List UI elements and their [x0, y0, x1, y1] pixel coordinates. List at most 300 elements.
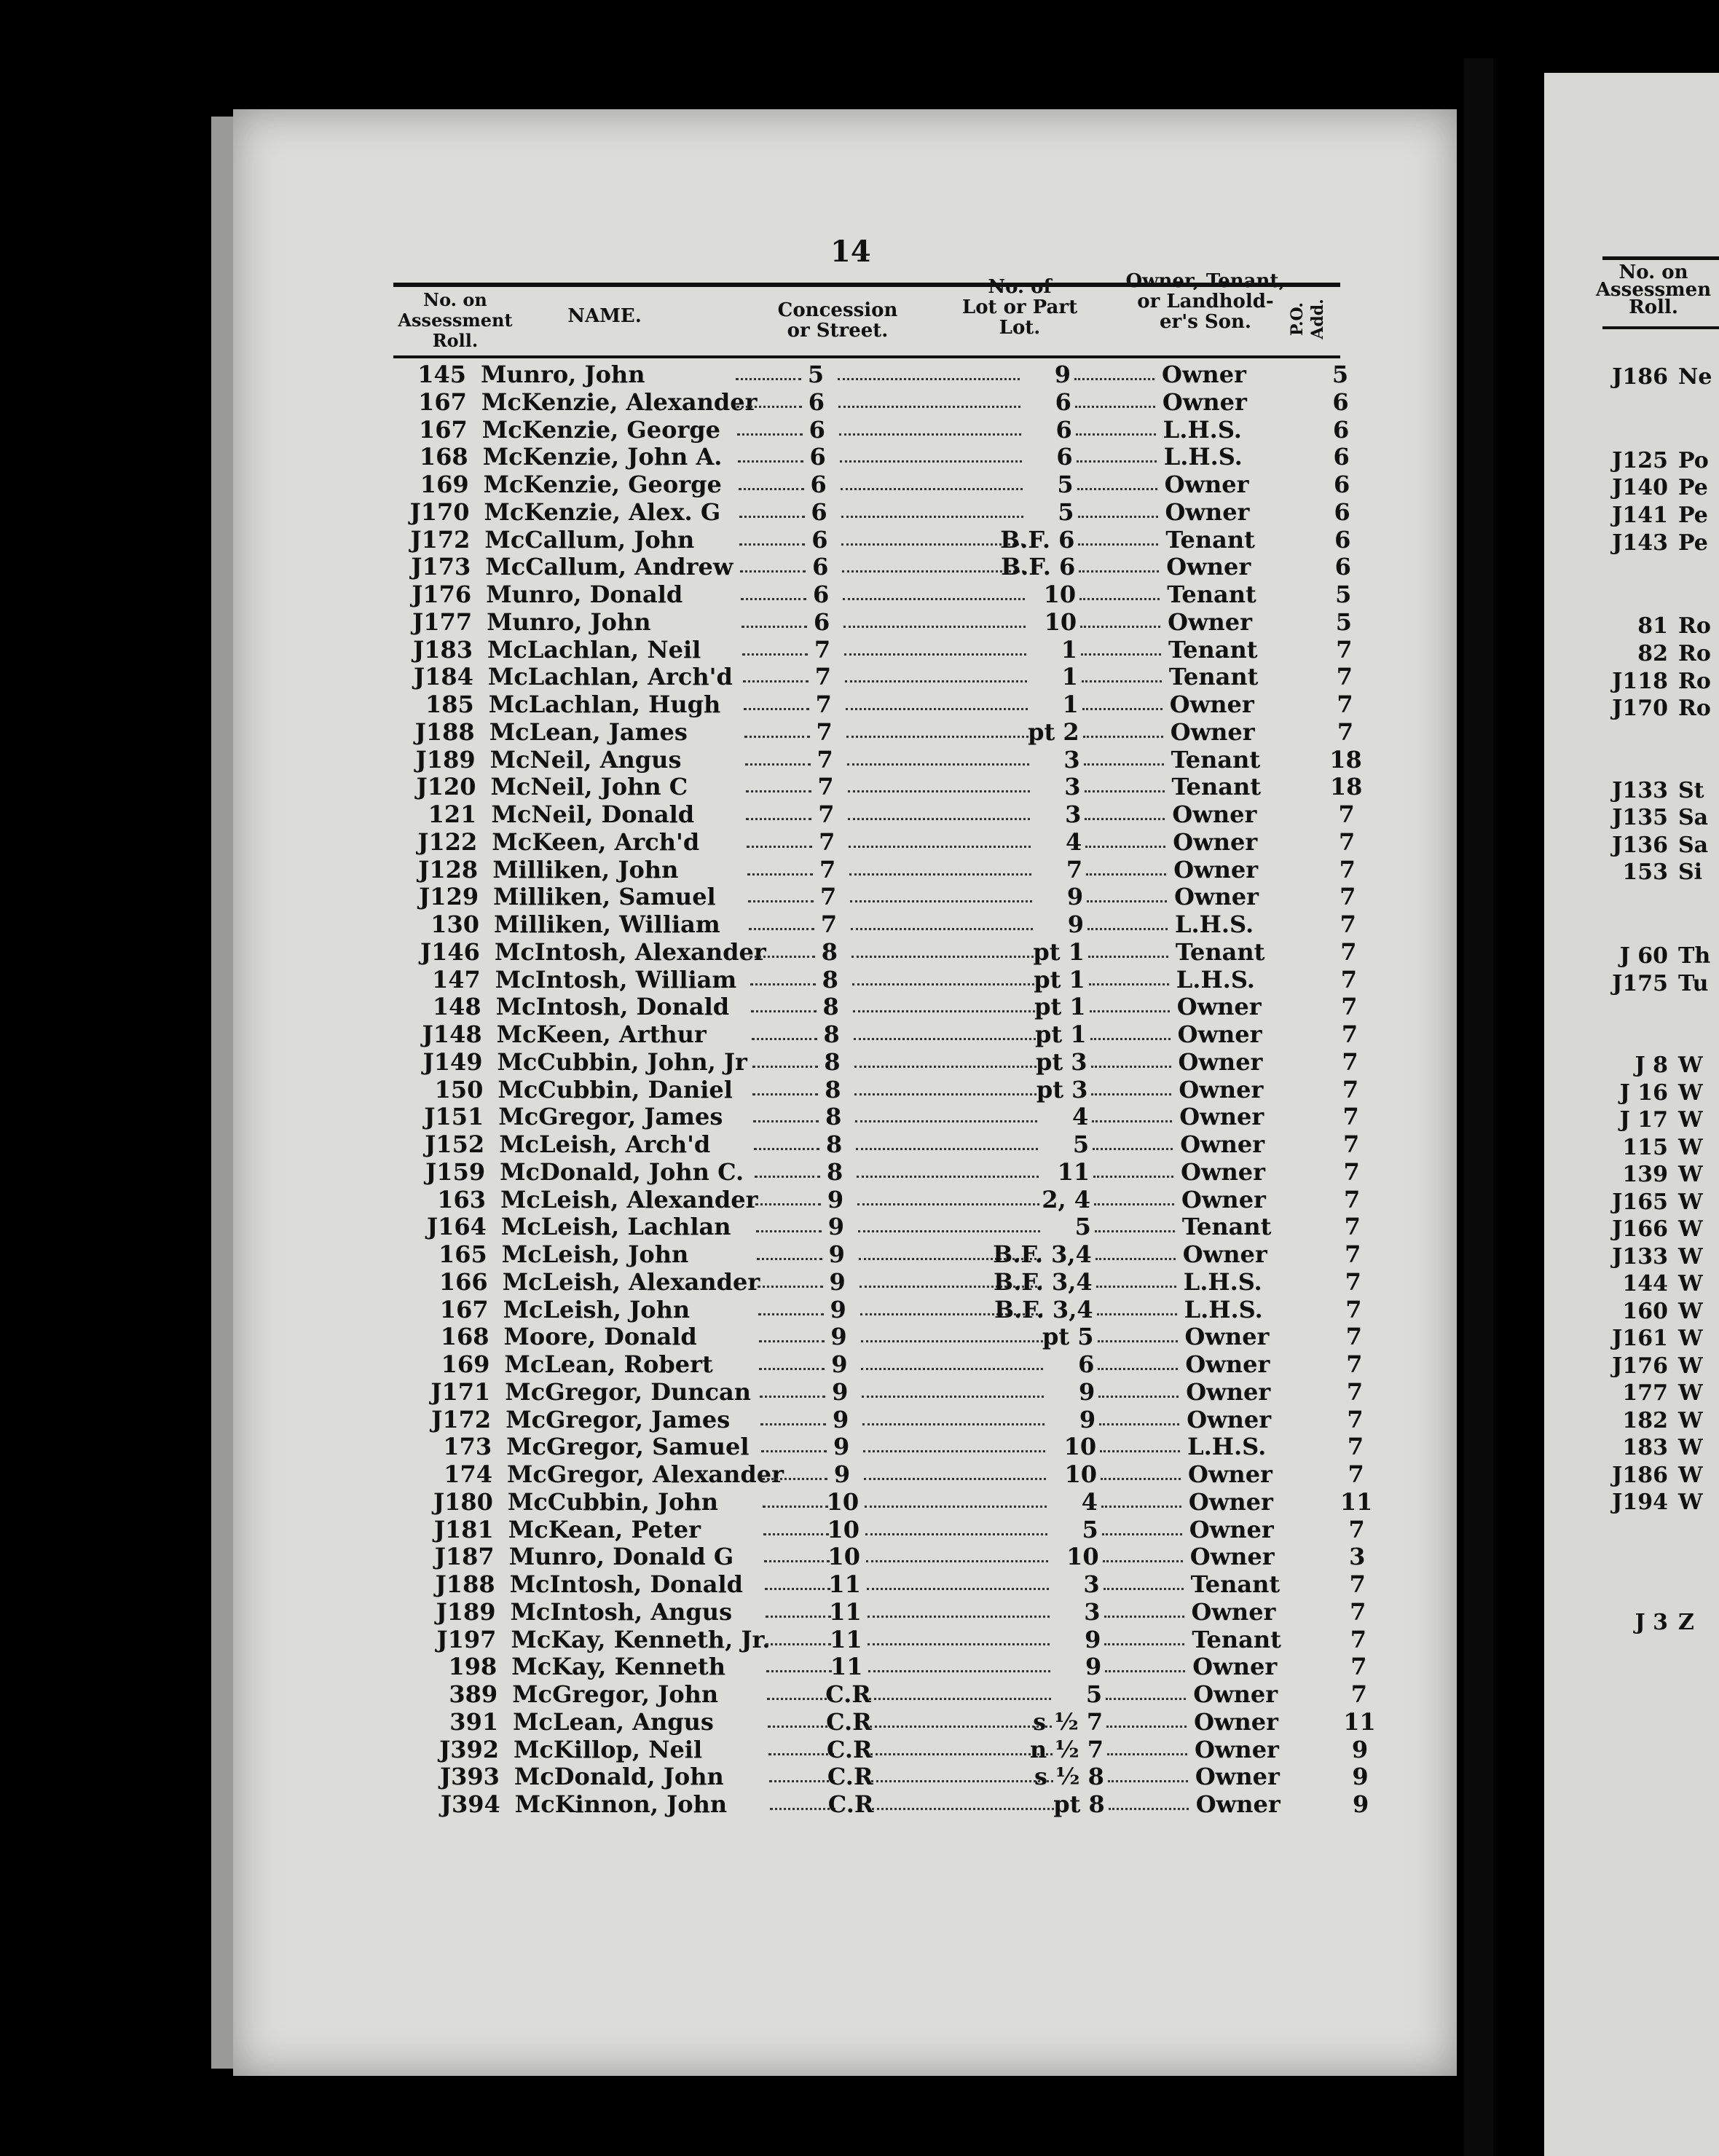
- concession: 9: [833, 1460, 851, 1488]
- person-name-fragment: W: [1678, 1435, 1703, 1460]
- assessment-number: J 3: [1635, 1610, 1668, 1635]
- person-name: McKenzie, George: [483, 471, 722, 498]
- person-name: Milliken, John: [492, 855, 679, 884]
- assessment-number: J141: [1612, 503, 1668, 528]
- dot-leader: [1098, 1396, 1179, 1398]
- person-name: McIntosh, Alexander: [494, 937, 766, 966]
- person-name: McLean, Robert: [504, 1350, 713, 1378]
- person-name: McCubbin, John, Jr: [497, 1047, 747, 1076]
- dot-leader: [739, 488, 804, 490]
- lot-number: 3: [1064, 773, 1081, 801]
- dot-leader: [1094, 1203, 1174, 1205]
- concession: 7: [820, 910, 838, 938]
- table-row: [0, 691, 1719, 718]
- post-office-number: 7: [1347, 1433, 1364, 1461]
- person-name: Munro, John: [487, 607, 651, 636]
- assessment-number: J176: [1612, 1353, 1668, 1379]
- assessment-number: J166: [1612, 1216, 1668, 1242]
- lot-number: 1: [1061, 635, 1077, 664]
- person-name: McGregor, James: [498, 1103, 723, 1131]
- concession: 9: [831, 1350, 848, 1378]
- concession: C.R: [825, 1680, 871, 1708]
- dot-leader: [1074, 378, 1154, 380]
- table-row: [0, 800, 1719, 828]
- dot-leader: [736, 378, 801, 380]
- assessment-number: 185: [425, 691, 474, 718]
- concession: 7: [819, 883, 837, 911]
- person-name: McCallum, John: [484, 525, 695, 554]
- table-row: [0, 1323, 1719, 1350]
- assessment-number: J187: [434, 1543, 495, 1571]
- table-row: [0, 1378, 1719, 1406]
- assessment-number: 130: [430, 910, 479, 938]
- lot-number: 5: [1072, 1130, 1090, 1158]
- dot-leader: [739, 543, 805, 546]
- post-office-number: 18: [1329, 745, 1362, 774]
- post-office-number: 9: [1352, 1763, 1369, 1791]
- dot-leader: [1104, 1643, 1184, 1645]
- lot-number: 10: [1044, 607, 1077, 636]
- tenure-status: Owner: [1188, 1460, 1272, 1488]
- table-row: [0, 1460, 1719, 1488]
- table-row: [0, 828, 1719, 856]
- table-row: [0, 718, 1719, 746]
- lot-number: 6: [1078, 1350, 1095, 1378]
- person-name-fragment: W: [1678, 1053, 1703, 1078]
- lot-number: 4: [1066, 827, 1082, 856]
- tenure-status: Owner: [1194, 1707, 1278, 1736]
- lot-number: 6: [1055, 415, 1072, 444]
- table-row: [0, 581, 1719, 608]
- person-name: McLeish, Lachlan: [500, 1213, 731, 1241]
- table-row: [0, 1350, 1719, 1378]
- tenure-status: Tenant: [1171, 773, 1262, 801]
- table-row: [0, 553, 1719, 581]
- list-item: [1595, 1053, 1703, 1078]
- dot-leader: [756, 1230, 822, 1232]
- assessment-number: 160: [1622, 1299, 1668, 1324]
- post-office-number: 6: [1334, 525, 1351, 554]
- post-office-number: 9: [1352, 1790, 1369, 1818]
- list-item: [1595, 1380, 1703, 1406]
- table-row: [0, 993, 1719, 1020]
- dot-leader: [1088, 956, 1168, 958]
- table-row: [0, 1076, 1719, 1103]
- assessment-number: 139: [1622, 1162, 1668, 1187]
- person-name-fragment: Pe: [1678, 530, 1708, 556]
- lot-number: 9: [1085, 1625, 1101, 1653]
- assessment-number: J135: [1612, 805, 1668, 830]
- tenure-status: Owner: [1189, 1543, 1275, 1571]
- concession: 6: [808, 387, 825, 416]
- person-name: McLeish, John: [503, 1295, 691, 1323]
- concession: 9: [830, 1323, 847, 1351]
- assessment-number: J392: [439, 1735, 499, 1763]
- dot-leader: [1095, 1230, 1175, 1232]
- post-office-number: 7: [1337, 717, 1354, 746]
- table-row: [0, 773, 1719, 800]
- dot-leader: [1078, 516, 1158, 518]
- dot-leader: [758, 1286, 823, 1288]
- table-row: [0, 1048, 1719, 1076]
- concession: 11: [828, 1570, 861, 1598]
- tenure-status: Owner: [1195, 1763, 1280, 1791]
- post-office-number: 5: [1331, 361, 1349, 388]
- tenure-status: Owner: [1189, 1515, 1274, 1543]
- lot-number: pt 8: [1053, 1790, 1105, 1818]
- tenure-status: L.H.S.: [1175, 910, 1254, 938]
- dot-leader: [744, 736, 810, 738]
- concession: 9: [832, 1377, 849, 1406]
- dot-leader: [737, 433, 803, 436]
- table-row: [0, 1543, 1719, 1570]
- person-name: McGregor, Alexander: [507, 1460, 784, 1488]
- person-name: McNeil, Donald: [491, 800, 695, 828]
- lot-number: 9: [1066, 883, 1084, 911]
- assessment-number: 147: [432, 965, 481, 994]
- tenure-status: L.H.S.: [1163, 443, 1243, 471]
- list-item: [1595, 1216, 1703, 1242]
- person-name-fragment: W: [1678, 1216, 1703, 1242]
- dot-leader: [747, 846, 812, 848]
- assessment-number: J143: [1612, 530, 1668, 556]
- table-row: [0, 1516, 1719, 1543]
- concession: 8: [822, 965, 838, 994]
- person-name: McKillop, Neil: [514, 1735, 703, 1763]
- list-item: [1595, 530, 1708, 556]
- tenure-status: Owner: [1165, 497, 1250, 526]
- table-row: [0, 1626, 1719, 1653]
- assessment-number: J161: [1612, 1326, 1668, 1351]
- list-item: [1595, 475, 1708, 500]
- assessment-number: J180: [433, 1487, 493, 1516]
- table-row: [0, 1433, 1719, 1460]
- assessment-number: 81: [1637, 613, 1668, 639]
- tenure-status: Owner: [1172, 800, 1257, 828]
- header-concession: Concession or Street.: [777, 299, 898, 342]
- person-name-fragment: Ne: [1678, 364, 1712, 390]
- post-office-number: 7: [1339, 855, 1356, 884]
- dot-leader: [760, 1423, 826, 1425]
- tenure-status: Owner: [1179, 1103, 1264, 1131]
- dot-leader: [1089, 983, 1169, 985]
- dot-leader: [738, 460, 803, 463]
- list-item: [1595, 448, 1709, 473]
- dot-leader: [750, 983, 816, 985]
- lot-number: 9: [1079, 1405, 1096, 1433]
- lot-number: B.F. 3,4: [994, 1267, 1093, 1296]
- tenure-status: Owner: [1184, 1323, 1270, 1351]
- dot-leader: [767, 1698, 833, 1700]
- concession: 6: [812, 553, 829, 581]
- lot-number: B.F. 6: [1000, 525, 1075, 554]
- header-lot: No. of Lot or Part Lot.: [961, 276, 1078, 339]
- dot-leader: [755, 1203, 821, 1205]
- tenure-status: Owner: [1168, 607, 1252, 636]
- person-name: McIntosh, Angus: [510, 1597, 733, 1626]
- dot-leader: [752, 1093, 818, 1095]
- person-name: McKay, Kenneth: [511, 1653, 725, 1681]
- post-office-number: 7: [1340, 910, 1356, 938]
- concession: 6: [809, 443, 826, 471]
- dot-leader: [1077, 488, 1157, 490]
- lot-number: 3: [1065, 800, 1082, 828]
- concession: 8: [823, 1020, 840, 1048]
- dot-leader: [1097, 1313, 1177, 1315]
- tenure-status: Tenant: [1168, 635, 1258, 664]
- dot-leader: [752, 1038, 817, 1040]
- lot-number: pt 1: [1034, 993, 1086, 1021]
- table-row: [0, 608, 1719, 636]
- dot-leader: [750, 956, 815, 958]
- person-name-fragment: W: [1678, 1107, 1703, 1133]
- assessment-number: J177: [412, 607, 473, 636]
- lot-number: s ½ 7: [1033, 1707, 1104, 1736]
- list-item: [1595, 1162, 1703, 1187]
- person-name: Munro, Donald: [486, 581, 683, 608]
- assessment-number: 391: [449, 1707, 499, 1736]
- dot-leader: [760, 1396, 825, 1398]
- concession: 6: [811, 497, 827, 526]
- assessment-number: J120: [416, 773, 476, 801]
- assessment-number: 121: [428, 800, 477, 828]
- dot-leader: [764, 1560, 830, 1562]
- concession: 6: [813, 581, 830, 608]
- tenure-status: L.H.S.: [1183, 1267, 1262, 1296]
- dot-leader: [753, 1120, 819, 1122]
- concession: 7: [819, 827, 835, 856]
- list-item: [1595, 1435, 1703, 1460]
- tenure-status: Tenant: [1192, 1625, 1281, 1653]
- person-name-fragment: Po: [1678, 448, 1709, 473]
- tenure-status: Owner: [1188, 1487, 1273, 1516]
- dot-leader: [762, 1478, 827, 1480]
- list-item: [1595, 778, 1704, 803]
- lot-number: 5: [1082, 1515, 1098, 1543]
- list-item: [1595, 641, 1711, 666]
- tenure-status: Owner: [1179, 1075, 1264, 1103]
- tenure-status: L.H.S.: [1176, 965, 1255, 994]
- assessment-number: 153: [1622, 859, 1668, 885]
- tenure-status: Owner: [1187, 1405, 1272, 1433]
- concession: 7: [819, 855, 836, 884]
- tenure-status: Tenant: [1190, 1570, 1281, 1598]
- concession: 10: [827, 1515, 860, 1543]
- tenure-status: Owner: [1181, 1185, 1266, 1213]
- tenure-status: Owner: [1195, 1735, 1279, 1763]
- lot-number: 7: [1066, 855, 1083, 884]
- post-office-number: 7: [1345, 1295, 1362, 1323]
- dot-leader: [768, 1753, 834, 1755]
- dot-leader: [1098, 1368, 1178, 1370]
- dot-leader: [1077, 460, 1157, 463]
- lot-number: 5: [1058, 497, 1074, 526]
- post-office-number: 7: [1345, 1323, 1363, 1351]
- tenure-status: Owner: [1180, 1130, 1265, 1158]
- post-office-number: 6: [1334, 497, 1350, 526]
- dot-leader: [745, 763, 811, 766]
- person-name: McIntosh, Donald: [509, 1570, 744, 1598]
- tenure-status: Owner: [1170, 717, 1255, 746]
- person-name: McIntosh, Donald: [495, 993, 730, 1021]
- post-office-number: 7: [1342, 1075, 1359, 1103]
- concession: 6: [811, 525, 828, 554]
- concession: 10: [826, 1487, 860, 1516]
- table-row: [0, 636, 1719, 664]
- tenure-status: Owner: [1178, 1047, 1263, 1076]
- table-row: [0, 1158, 1719, 1186]
- person-name-fragment: W: [1678, 1326, 1703, 1351]
- concession: 8: [825, 1103, 842, 1131]
- table-row: [0, 1406, 1719, 1433]
- person-name-fragment: W: [1678, 1490, 1703, 1515]
- assessment-number: 177: [1622, 1380, 1668, 1406]
- table-row: [0, 498, 1719, 526]
- dot-leader: [1079, 570, 1159, 573]
- person-name: McLean, James: [489, 717, 688, 746]
- table-row: [0, 1240, 1719, 1268]
- table-row: [0, 1186, 1719, 1213]
- person-name-fragment: St: [1678, 778, 1704, 803]
- lot-number: 5: [1074, 1213, 1091, 1241]
- list-item: [1595, 1244, 1703, 1270]
- header-name: NAME.: [567, 305, 642, 327]
- concession: 7: [814, 635, 831, 664]
- concession: 9: [827, 1185, 844, 1213]
- tenure-status: Tenant: [1165, 525, 1255, 554]
- person-name-fragment: Tu: [1678, 971, 1709, 996]
- assessment-number: J171: [430, 1377, 491, 1406]
- lot-number: 2, 4: [1042, 1185, 1090, 1213]
- post-office-number: 7: [1347, 1405, 1364, 1433]
- assessment-number: J128: [418, 855, 479, 884]
- concession: 6: [809, 415, 825, 444]
- assessment-number: 82: [1637, 641, 1668, 666]
- lot-number: pt 5: [1042, 1323, 1094, 1351]
- lot-number: 9: [1085, 1653, 1102, 1681]
- table-row: [0, 1653, 1719, 1680]
- dot-leader: [749, 928, 814, 930]
- person-name-fragment: Ro: [1678, 669, 1711, 694]
- right-header-no-on-roll: No. on Assessmen Roll.: [1595, 261, 1712, 318]
- person-name: McDonald, John C.: [500, 1157, 744, 1186]
- concession: 7: [817, 745, 833, 774]
- dot-leader: [748, 900, 814, 902]
- lot-number: 10: [1043, 581, 1077, 608]
- post-office-number: 11: [1340, 1487, 1373, 1516]
- dot-leader: [766, 1643, 831, 1645]
- dot-leader: [765, 1588, 830, 1590]
- person-name: McLachlan, Arch'd: [487, 663, 733, 691]
- list-item: [1595, 1463, 1703, 1488]
- person-name: Munro, John: [481, 361, 645, 388]
- assessment-number: J136: [1612, 833, 1668, 858]
- assessment-number: 173: [443, 1433, 492, 1461]
- assessment-number: J194: [1612, 1490, 1668, 1515]
- dot-leader: [1108, 1780, 1188, 1782]
- right-header-rule-bottom: [1602, 326, 1719, 329]
- tenure-status: Owner: [1193, 1680, 1278, 1708]
- tenure-status: Owner: [1169, 691, 1254, 718]
- header-po: P.O. Add.: [1288, 299, 1327, 339]
- person-name-fragment: Ro: [1678, 696, 1711, 721]
- tenure-status: Owner: [1182, 1240, 1267, 1268]
- dot-leader: [766, 1616, 831, 1618]
- list-item: [1595, 613, 1711, 639]
- person-name: McCallum, Andrew: [485, 553, 733, 581]
- table-row: [0, 1488, 1719, 1516]
- table-row: [0, 416, 1719, 444]
- post-office-number: 7: [1350, 1680, 1368, 1708]
- tenure-status: Owner: [1195, 1790, 1281, 1818]
- dot-leader: [1085, 790, 1165, 792]
- dot-leader: [1087, 900, 1167, 902]
- concession: 7: [814, 663, 832, 691]
- list-item: [1595, 503, 1708, 528]
- concession: 9: [827, 1213, 845, 1241]
- person-name: McKinnon, John: [514, 1790, 728, 1818]
- dot-leader: [1075, 406, 1155, 408]
- assessment-number: 169: [420, 471, 469, 498]
- tenure-status: L.H.S.: [1184, 1295, 1263, 1323]
- assessment-number: J133: [1612, 1244, 1668, 1270]
- dot-leader: [1090, 1038, 1171, 1040]
- person-name-fragment: W: [1678, 1408, 1703, 1433]
- assessment-number: J186: [1612, 364, 1668, 390]
- list-item: [1595, 1610, 1694, 1635]
- tenure-status: Owner: [1186, 1377, 1271, 1406]
- dot-leader: [754, 1148, 819, 1150]
- lot-number: 11: [1057, 1157, 1090, 1186]
- post-office-number: 6: [1334, 471, 1350, 498]
- dot-leader: [746, 818, 811, 820]
- table-row: [0, 966, 1719, 994]
- table-row: [0, 1020, 1719, 1048]
- dot-leader: [1091, 1066, 1171, 1068]
- person-name: Milliken, Samuel: [493, 883, 716, 911]
- person-name: McDonald, John: [514, 1763, 724, 1791]
- assessment-number: J118: [1612, 669, 1668, 694]
- assessment-number: J140: [1612, 475, 1668, 500]
- assessment-number: 174: [444, 1460, 492, 1488]
- person-name-fragment: Si: [1678, 859, 1703, 885]
- list-item: [1595, 1135, 1703, 1160]
- table-row: [0, 388, 1719, 416]
- table-row: [0, 1570, 1719, 1598]
- assessment-number: 166: [438, 1267, 488, 1296]
- post-office-number: 7: [1350, 1653, 1367, 1681]
- assessment-number: J 17: [1619, 1107, 1668, 1133]
- tenure-status: Tenant: [1167, 581, 1256, 608]
- dot-leader: [1106, 1726, 1187, 1728]
- concession: 9: [830, 1295, 846, 1323]
- assessment-number: J148: [422, 1020, 482, 1048]
- lot-number: 4: [1081, 1487, 1098, 1516]
- dot-leader: [1084, 763, 1164, 766]
- dot-leader: [1092, 1120, 1172, 1122]
- person-name: McKean, Peter: [508, 1515, 701, 1543]
- person-name-fragment: Sa: [1678, 833, 1709, 858]
- person-name-fragment: Ro: [1678, 641, 1711, 666]
- assessment-number: J170: [1612, 696, 1668, 721]
- dot-leader: [1103, 1560, 1183, 1562]
- person-name: McKeen, Arch'd: [492, 827, 700, 856]
- lot-number: pt 3: [1036, 1075, 1088, 1103]
- list-item: [1595, 943, 1710, 969]
- concession: C.R: [827, 1735, 873, 1763]
- dot-leader: [1082, 708, 1163, 710]
- post-office-number: 7: [1344, 1213, 1361, 1241]
